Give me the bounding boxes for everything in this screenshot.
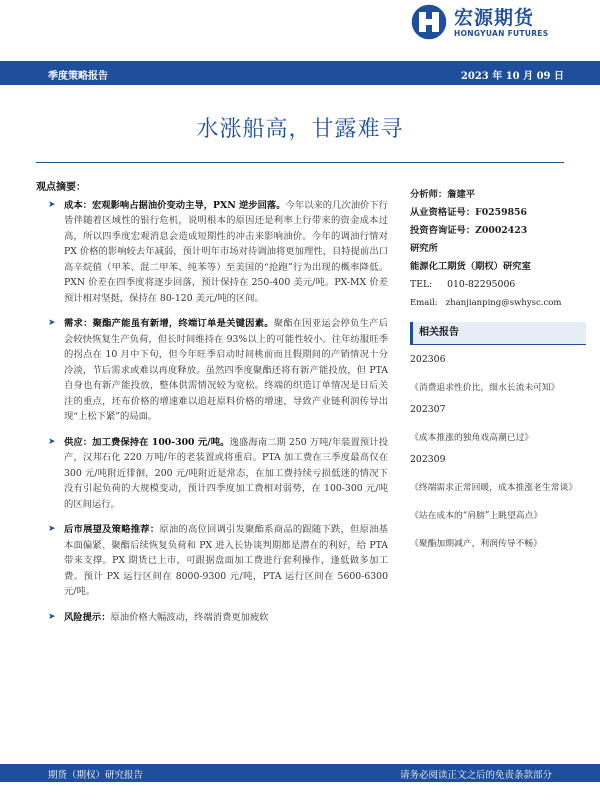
brand-name-en: HONGYUAN FUTURES	[454, 28, 549, 38]
summary-section	[36, 180, 388, 635]
related-divider	[410, 344, 586, 345]
email-value[interactable]: zhanjianping@swhysc.com	[445, 298, 562, 308]
arrow-icon: ➤	[48, 199, 56, 210]
bullet-bold: 成本：宏观影响占据油价变动主导，PXN 逆步回落。	[64, 199, 286, 211]
consult-row: 投资咨询证号：Z0002423	[410, 225, 528, 236]
tel-value: 010-82295006	[447, 279, 516, 290]
brand-name-cn: 宏源期货	[454, 6, 535, 29]
related-report-link[interactable]: 《消费追求性价比，细水长流未可知》	[410, 383, 560, 393]
bullet-bold: 需求：聚酯产能虽有新增，终端订单是关键因素。	[64, 318, 274, 329]
qualification-no: F0259856	[475, 207, 527, 218]
related-year: 202307	[410, 404, 446, 415]
header-bar	[0, 61, 600, 85]
bullet-text: 逸盛海南二期 250 万吨/年装置预计投产，汉邦石化 220 万吨/年的老装置或将重启。PTA 加工费在三季度最高仅在 300 元/吨附近徘徊，200 元/吨附近是常态，在加工费持续亏损低迷的情况下没有引起负荷的大规模变动，预计四季度加工费相对弱势，在 100-300 元/吨的区间运行。	[64, 436, 388, 510]
arrow-icon: ➤	[48, 436, 56, 447]
bullet-bold: 后市展望及策略推荐：	[64, 524, 160, 535]
arrow-icon: ➤	[48, 611, 56, 622]
hongyuan-logo-icon	[410, 3, 448, 41]
related-report-link[interactable]: 《站在成本的“肩膀”上眺望高点》	[410, 511, 543, 521]
analyst-row: 分析师：詹建平	[410, 189, 476, 200]
title-divider	[36, 162, 564, 163]
bullet-text: 原油的高位回调引发聚酯系商品的跟随下跌，但原油基本面偏紧、聚酯后续恢复负荷和 PX 进入长协谈判期都是潜在的利好，给 PTA 带来支撑。PX 期货已上市，可跟据盘面加工费进行套利操作，逢低做多加工费。预计 PX 运行区间在 8000-9300 元/吨，PTA 运行区间在 5600-6300 元/吨。	[64, 524, 388, 597]
analyst-panel	[410, 186, 586, 557]
report-title: 水涨船高，甘露难寻	[196, 117, 404, 142]
org-label: 研究所	[410, 243, 438, 254]
dept-name: 能源化工期货（期权）研究室	[410, 261, 531, 272]
related-reports-heading: 相关报告	[410, 322, 586, 344]
bullet-text: 聚酯在因亚运会停负生产后会较快恢复生产负荷，但长时间维持在 93%以上的可能性较小。往年纺服旺季的拐点在 10 月中下旬，但今年旺季启动时间桃前而且假期间的产销情况十分冷淡，节后需求或难以再度释放。虽然四季度聚酯还将有新产能投放，但 PTA 自身也有新产能投放，整体供需情况较为宽松。终端的织造订单情况是日后关注的重点，坯布价格的增速难以追赶原料价格的增速，导致产业链利润传导出现“上松下紧”的局面。	[64, 318, 388, 422]
arrow-icon: ➤	[48, 318, 56, 328]
analyst-name: 詹建平	[447, 189, 476, 200]
consult-no: Z0002423	[475, 225, 528, 236]
email-row: Email: zhanjianping@swhysc.com	[410, 298, 562, 308]
summary-bullet-supply	[36, 435, 388, 513]
related-report-link[interactable]: 《终端需求正常回暖，成本推涨老生常谈》	[410, 483, 578, 493]
summary-heading: 观点摘要：	[36, 182, 86, 193]
footer-bar	[0, 764, 600, 782]
related-report-link[interactable]: 《成本推涨的独角戏高潮已过》	[410, 433, 534, 443]
summary-bullet-outlook	[36, 522, 388, 600]
brand-logo	[410, 2, 548, 42]
footer-disclaimer: 请务必阅读正文之后的免责条款部分	[399, 770, 552, 781]
bullet-bold: 供应：加工费保持在 100-300 元/吨。	[64, 436, 230, 448]
related-report-link[interactable]: 《聚酯加期减产，利润传导不畅》	[410, 539, 542, 549]
report-date: 2023 年 10 月 09 日	[460, 71, 564, 82]
tel-row: TEL: 010-82295006	[410, 279, 516, 290]
footer-left-text: 期货（期权）研究报告	[48, 770, 144, 781]
bullet-text: 原油价格大幅波动，终端消费更加疲软	[110, 611, 269, 623]
summary-bullet-cost	[36, 198, 388, 307]
related-year: 202306	[410, 354, 446, 365]
report-type: 季度策略报告	[48, 71, 108, 82]
summary-bullet-risk	[36, 610, 388, 626]
bullet-bold: 风险提示：	[64, 611, 111, 623]
qualification-row: 从业资格证号：F0259856	[410, 207, 527, 218]
summary-bullet-demand	[36, 316, 388, 425]
related-year: 202309	[410, 454, 446, 465]
bullet-text: 今年以来的几次油价下行皆伴随着区域性的银行危机，说明根本的原因还是利率上行带来的资金成本过高，所以四季度宏观消息会造成短期性的冲击来影响油价。今年的调油行情对 PX 价格的影响较去年减弱，预计明年市场对待调油将更加理性，目特提前出口高辛烷值（甲苯、混二甲苯、纯苯等）至美国的“抢跑”行为出现的概率降低。PXN 价差在四季度将逐步回落，预计保持在 250-400 美元/吨。PX-MX 价差预计相对坚挺，保持在 80-120 美元/吨的区间。	[64, 199, 388, 304]
arrow-icon: ➤	[48, 524, 56, 534]
